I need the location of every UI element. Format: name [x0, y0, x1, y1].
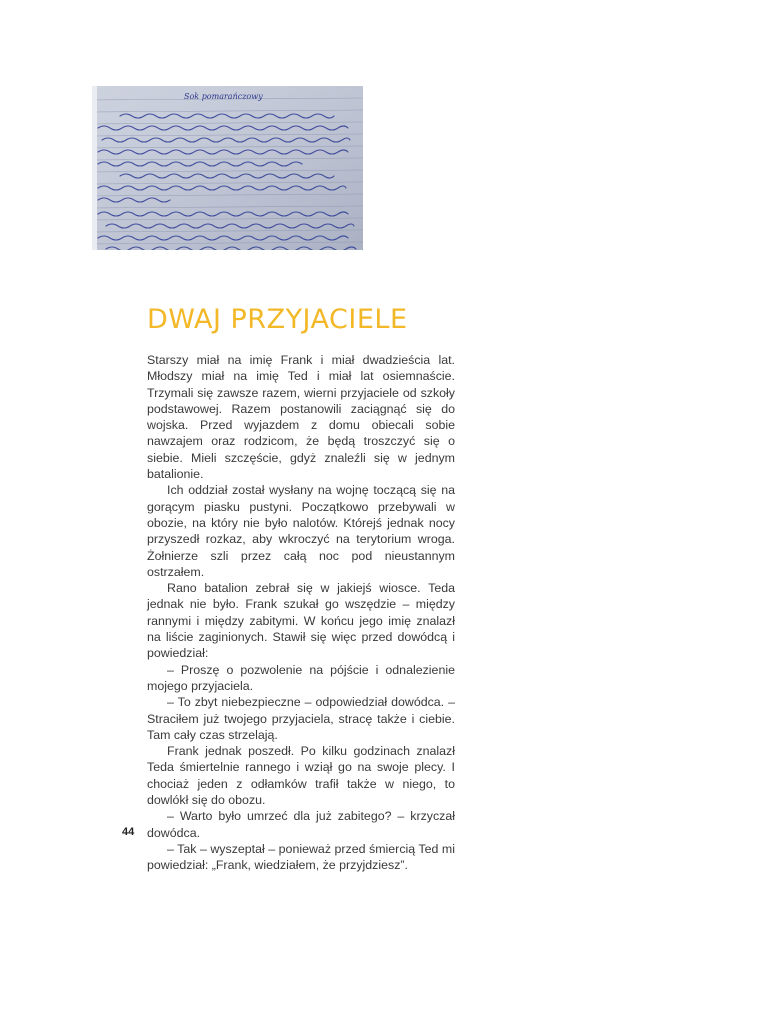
article-paragraph: – To zbyt niebezpieczne – odpowiedział dowódca. – Straciłem już twojego przyjaciela, stracę także i ciebie. Tam cały czas strzelają. — [147, 695, 455, 742]
handwritten-note-photo — [92, 86, 363, 250]
article-paragraph: – Tak – wyszeptał – ponieważ przed śmiercią Ted mi powiedział: „Frank, wiedziałem, że przyjdziesz”. — [147, 841, 455, 873]
article-paragraph: Frank jednak poszedł. Po kilku godzinach znalazł Teda śmiertelnie rannego i wziął go na swoje plecy. I chociaż jeden z odłamków trafił także w niego, to dowlókł się do obozu. — [147, 744, 455, 808]
page-number: 44 — [122, 826, 135, 838]
article-paragraph: Rano batalion zebrał się w jakiejś wiosce. Teda jednak nie było. Frank szukał go wszędzie – między rannymi i między zabitymi. W końcu jego imię znalazł na liście zaginionych. Stawił się więc przed dowódcą i powiedział: — [147, 581, 455, 661]
article-body — [147, 352, 455, 874]
article-title: DWAJ PRZYJACIELE — [147, 304, 408, 335]
photo-heading: Sok pomarańczowy — [184, 92, 263, 101]
article-paragraph: – Proszę o pozwolenie na pójście i odnalezienie mojego przyjaciela. — [147, 662, 455, 693]
article-paragraph: Ich oddział został wysłany na wojnę toczącą się na gorącym piasku pustyni. Początkowo przebywali w obozie, na który nie było nalotów. Którejś jednak nocy przyszedł rozkaz, aby wkroczyć na terytorium wroga. Żołnierze szli przez całą noc pod nieustannym ostrzałem. — [147, 483, 455, 579]
notebook-page-illustration — [92, 86, 363, 250]
article-paragraph: Starszy miał na imię Frank i miał dwadzieścia lat. Młodszy miał na imię Ted i miał lat osiemnaście. Trzymali się zawsze razem, wierni przyjaciele od szkoły podstawowej. Razem postanowili zaciągnąć się do wojska. Przed wyjazdem z domu obiecali sobie nawzajem oraz rodzicom, że będą troszczyć się o siebie. Mieli szczęście, gdyż znaleźli się w jednym batalionie. — [147, 353, 455, 482]
article-paragraph: – Warto było umrzeć dla już zabitego? – krzyczał dowódca. — [147, 809, 455, 840]
